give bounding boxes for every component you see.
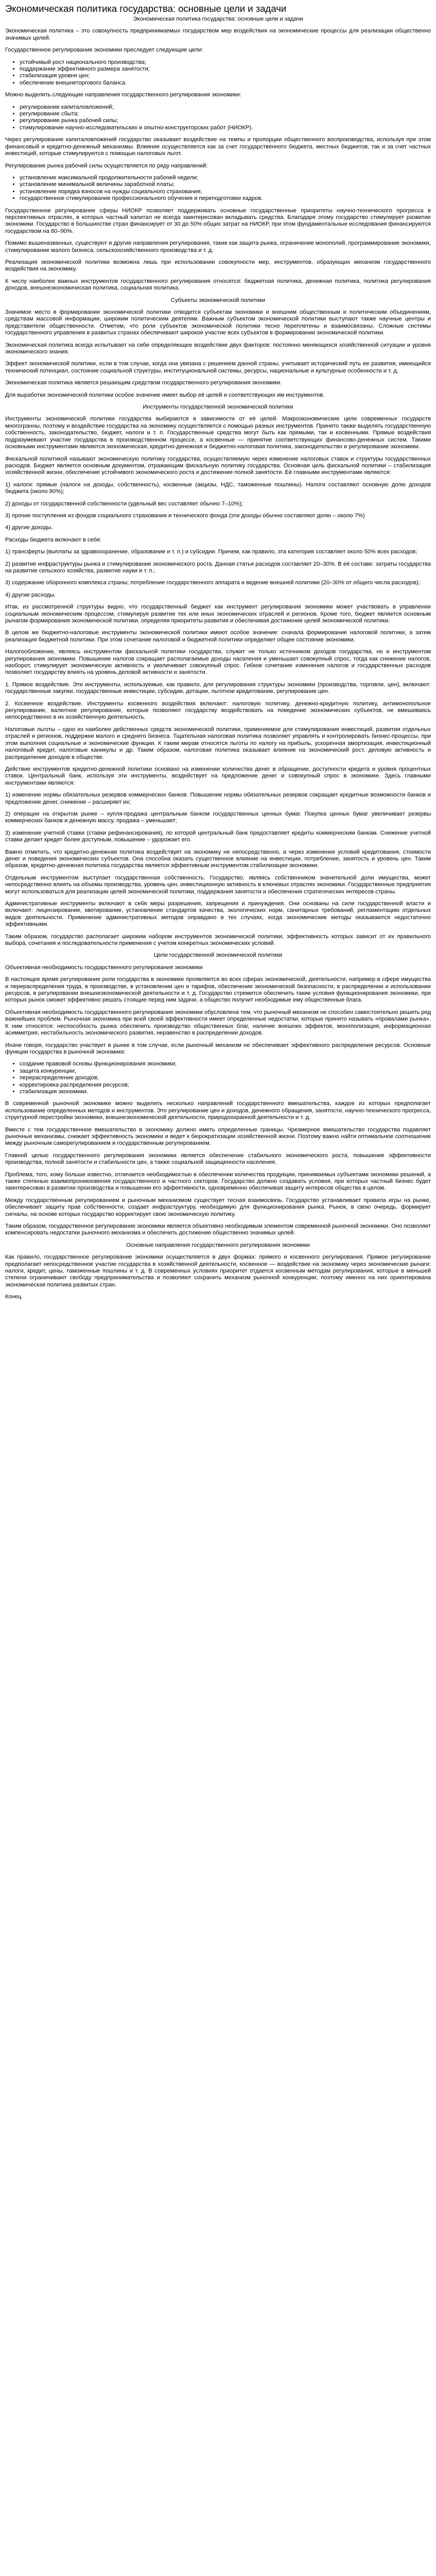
paragraph: Налогообложение, являясь инструментом фискальной политики государства, служит не только источником доходов государства, но и инструментом регулирования экономики. Повышение налогов сокращает располагаемые доходы населения и уменьшает совокупный спрос, тогда как снижение налогов, наоборот, стимулирует экономическую активность и увеличивает совокупный спрос. Гибкое сочетание изменения налогов и государственных расходов позволяет государству влиять на уровень деловой активности и занятости.: [5, 649, 431, 676]
paragraph: Итак, из рассмотренной структуры видно, что государственный бюджет как инструмент регулирования экономики может участвовать в управлении социальным экономическим процессом, стимулируя развитие тех или иных экономических отраслей и регионов. Кроме того, бюджет является основным рычагом формирования экономической политики, определяя приоритеты развития и обеспечивая достижение целей экономической политики.: [5, 604, 431, 624]
paragraph: Налоговые льготы – одно из наиболее действенных средств экономической политики, применяемое для стимулирования инвестиций, развития отдельных отраслей и регионов, поддержки малого и среднего бизнеса. Тщательная налоговая политика позволяет управлять и контролировать бизнес-процессы, при этом выполняя социальные и экономические функции. К таким мерам относятся льготы по налогу на прибыль, ускоренная амортизация, инвестиционный налоговый кредит, налоговые каникулы и др. Таким образом, налоговая политика оказывает влияние на экономический рост, деловую активность и распределение доходов в обществе.: [5, 726, 431, 760]
list-item: • стабилизация уровня цен;: [20, 73, 431, 79]
bullet-list: [5, 1061, 431, 1095]
paragraph: 1) трансферты (выплаты за здравоохранение, образование и т. п.) и субсидии. Причем, как правило, эта категория составляет около 50% всех расходов;: [5, 549, 417, 555]
paragraph: 3) содержание оборонного комплекса страны; потребление государственного аппарата и ведение внешней политики (20–30% от общего числа расходов);: [5, 580, 420, 586]
paragraph: 4) другие доходы.: [5, 524, 53, 531]
list-item: • устойчивый рост национального производства;: [20, 59, 431, 66]
paragraph: 4) другие расходы.: [5, 591, 56, 598]
paragraph: В целом же бюджетно-налоговые инструменты экономической политики имеют особое значение: сначала формирование налоговой политики, а затем реализация бюджетной политики. При этом сочетание налоговой и бюджетной политики определяет общее состояние экономики.: [5, 630, 431, 643]
paragraph: Государственное регулирование экономики преследует следующие цели:: [5, 47, 203, 54]
paragraph: Можно выделить следующие направления государственного регулирования экономики:: [5, 92, 241, 98]
list-item: • регулирование капиталовложений;: [20, 104, 431, 111]
paragraph: 3) изменение учетной ставки (ставки рефинансирования), по которой центральный банк предоставляет кредиты коммерческим банкам. Снижение учетной ставки делает кредит более доступным, повышение – удорожает его.: [5, 829, 431, 843]
section-heading: Экономическая политика государства: основные цели и задачи: [133, 16, 303, 22]
paragraph: 1) налоги: прямые (налоги на доходы, собственность), косвенные (акцизы, НДС, таможенные пошлины). Налоги составляют основную долю доходов бюджета (около 80%);: [5, 481, 431, 495]
list-item: • защита конкуренции;: [20, 1068, 431, 1075]
paragraph: Значимое место в формировании экономической политики отводится субъектам экономики и внешним общественным и политическим объединениям, средствам массовой информации, широким политическим деятелям. Важным субъектом экономической политики выступают также научные центры и представители общественности. Отметим, что роли субъектов экономической политики тесно переплетены и взаимосвязаны. Сложные системы государственного управления в развитых странах обеспечивают широкое участие всех субъектов в формировании экономической политики.: [5, 309, 431, 336]
paragraph: Административные инструменты включают в себя меры разрешения, запрещения и принуждения. Они основаны на силе государственной власти и включают: лицензирование, квотирование, установление стандартов качества, экологических норм, санитарных требований, регламентацию отдельных видов деятельности. Применение административных методов оправдано в тех случаях, когда экономические методы оказываются недостаточно эффективными.: [5, 901, 431, 928]
paragraph: Таким образом, государство располагает широким набором инструментов экономической политики, эффективность которых зависит от их правильного выбора, сочетания и последовательности применения с учетом конкретных экономических условий.: [5, 933, 431, 947]
paragraph: Таким образом, государственное регулирование экономики является объективно необходимым элементом современной рыночной экономики. Оно позволяет компенсировать недостатки рыночного механизма и обеспечить достижение общественно значимых целей.: [5, 1223, 431, 1236]
section-heading: Цели государственной экономической политики: [153, 952, 283, 959]
paragraph: 2) операции на открытом рынке – купля-продажа центральным банком государственных ценных бумаг. Покупка ценных бумаг увеличивает резервы коммерческих банков и денежную массу, продажа – уменьшает;: [5, 810, 431, 824]
paragraph: Реализация экономической политики возможна лишь при использовании совокупности мер, инструментов, образующих механизм государственного воздействия на экономику.: [5, 259, 431, 273]
paragraph: Экономическая политика всегда испытывает на себе определяющее воздействие двух факторов: постоянно меняющихся хозяйственной ситуации и уровня экономического знания.: [5, 342, 431, 355]
section-heading: Субъекты экономической политики: [170, 297, 266, 303]
list-item: • установление порядка взносов на нужды социального страхования;: [20, 189, 431, 195]
paragraph: Как правило, государственное регулирование экономики осуществляется в двух формах: прямого и косвенного регулирования. Прямое регулирование предполагает непосредственное участие государства в хозяйственной деятельности, косвенное — воздействие на экономику через экономические рычаги: налоги, кредит, цены, таможенные пошлины и т. д. В современных условиях приоритет отдается косвенным методам регулирования, которые в меньшей степени ограничивают свободу предпринимательства и позволяют сохранить механизм рыночной конкуренции, поэтому именно на них ориентирована экономическая политика развитых стран.: [5, 1254, 431, 1288]
paragraph: Между государственным регулированием и рыночным механизмом существует тесная взаимосвязь. Государство устанавливает правила игры на рынке, обеспечивает защиту прав собственности, создает инфраструктуру, необходимую для функционирования рынка. Рынок, в свою очередь, формирует сигналы, на основе которых государство корректирует свою экономическую политику.: [5, 1197, 431, 1217]
paragraph: 2) развитие инфраструктуры рынка и стимулирование экономического роста. Данная статья расходов составляет 20–30%. В её составе: затраты государства на развитие сельского хозяйства, развитие науки и т. п.;: [5, 561, 431, 574]
paragraph: Важно отметить, что кредитно-денежная политика воздействует на экономику не непосредственно, а через изменение условий кредитования, стоимости денег и поведения экономических субъектов. Она способна оказать существенное влияние на инвестиции, потребление, занятость и уровень цен. Таким образом, кредитно-денежная политика государства является эффективным инструментом стабилизации экономики.: [5, 849, 431, 869]
paragraph: Регулирование рынка рабочей силы осуществляется по ряду направлений:: [5, 162, 208, 169]
section-heading: Основные направления государственного регулирования экономики: [126, 1242, 310, 1248]
paragraph: Помимо вышеназванных, существуют и другие направления регулирования, такие как защита рынка, ограничение монополий, программирование экономики, стимулирование малого бизнеса, сельскохозяйственного производства и т. д.: [5, 240, 431, 253]
paragraph: Главной целью государственного регулирования экономики является обеспечение стабильного экономического роста, повышение эффективности производства, полной занятости и стабильности цен, а также социальной защищенности населения.: [5, 1152, 431, 1166]
paragraph: Вместе с тем государственное вмешательство в экономику должно иметь определенные границы. Чрезмерное вмешательство государства подавляет рыночные механизмы, снижает эффективность экономики и ведет к бюрократизации хозяйственной жизни. Поэтому важно найти оптимальное соотношение между рыночным саморегулированием и государственным регулированием.: [5, 1126, 431, 1147]
list-item: • стимулирование научно-исследовательских и опытно-конструкторских работ (НИОКР).: [20, 125, 431, 131]
paragraph: Экономическая политика является решающим средством государственного регулирования экономики.: [5, 380, 282, 386]
paragraph: 1) изменение нормы обязательных резервов коммерческих банков. Повышение нормы обязательных резервов сокращает кредитные возможности банков и предложение денег, снижение – расширяет их;: [5, 792, 431, 805]
list-item: • стабилизация экономики.: [20, 1089, 431, 1095]
paragraph: Эффект экономической политики, если в том случае, когда она увязана с решением данной страны, учитывает исторический путь ее развития, имеющийся технический потенциал, состояние социальной структуры, институциональной системы, ресурсы, национальные и культурные особенности и т. д.: [5, 361, 431, 374]
bullet-list: [5, 59, 431, 87]
paragraph: Государственное регулирование сферы НИОКР позволяет поддерживать основные государственные приоритеты научно-технического прогресса в перспективных отраслях, в которых частный капитал не всегда заинтересован вкладывать средства. Благодаря этому государство стимулирует развитие экономики. Государство в большинстве стран финансирует от 30 до 50% общих затрат на НИОКР, при этом фундаментальные исследования финансируются государством на 80–90%.: [5, 207, 431, 234]
paragraph: Инструменты экономической политики государства выбираются в зависимости от её целей. Макроэкономические цели современных государств многогранны, поэтому и воздействие государства на экономику осуществляется с помощью разных инструментов. Принято также выделять государственную собственность, законодательство, бюджет, налоги и т. п. Государственные средства могут быть как прямыми, так и косвенными. Прямые воздействия подразумевают участие государства в производственном процессе, а косвенные — принятие соответствующих финансово-денежных систем. Такими основными инструментами являются экономическая, кредитно-денежная и бюджетно-налоговая политика, законодательство и регулирование экономики.: [5, 416, 431, 450]
paragraph: Объективная необходимость государственного регулирования экономики обусловлена тем, что рыночный механизм не способен самостоятельно решить ряд важнейших проблем. Рыночная экономика при всей своей эффективности имеет определенные недостатки, которые принято называть «провалами рынка». К ним относятся: неспособность рынка обеспечить производство общественных благ, наличие внешних эффектов, монополизация, информационная асимметрия, нестабильность экономического развития, неравенство в распределении доходов.: [5, 1009, 431, 1037]
paragraph: Конец: [5, 1294, 22, 1300]
paragraph: 1. Прямое воздействие. Эти инструменты, используемые, как правило, для регулирования структуры экономики (производства, торговли, цен), включают: государственные закупки, государственные инвестиции, субсидии, дотации, льготное кредитование, регулирование цен.: [5, 681, 431, 695]
bullet-list: [5, 104, 431, 132]
paragraph: Фискальной политикой называют экономическую политику государства, осуществляемую через изменение налоговых ставок и структуры государственных расходов. Бюджет является основным документом, отражающим фискальную политику государства. Основная цель фискальной политики – стабилизация хозяйственной жизни, обеспечение устойчивого экономического роста и достижение полной занятости. Её главными инструментами являются:: [5, 455, 431, 476]
paragraph: 2. Косвенное воздействие. Инструменты косвенного воздействия включают: налоговую политику, денежно-кредитную политику, антимонопольное регулирование, валютное регулирование, которые позволяют государству воздействовать на поведение экономических субъектов, не вмешиваясь непосредственно в их хозяйственную деятельность.: [5, 700, 431, 721]
paragraph: В настоящее время регулирование роли государства в экономике проявляется во всех сферах экономической, деятельности, например в сфере имущества и перераспределения труда, в производстве, в установлении цен и тарифов, обеспечении экономической безопасности, в распределении и использовании ресурсов, в регулировании внешнеэкономической деятельности и т. д. Государство стремится обеспечить такие условия функционирования экономики, при которых рынок сможет эффективно решать стоящие перед ним задачи, а общество получит необходимые ему общественные блага.: [5, 976, 431, 1004]
article-content: [5, 16, 431, 1301]
paragraph: Проблема, того, кому больше известно, отличается необходимостью в обеспечении количества продукции, принимаемых субъектами экономики решений, а также степенью взаимопроникновения государственного и частного секторов. Государство должно создавать условия, при которых частный бизнес будет заинтересован в развитии производства и повышении его эффективности, одновременно обеспечивая защиту интересов общества в целом.: [5, 1171, 431, 1192]
list-item: • поддержание эффективного размера занятости;: [20, 66, 431, 73]
list-item: • создание правовой основы функционирования экономики;: [20, 1061, 431, 1067]
paragraph: 3) прочие поступления из фондов социального страхования и технического фонда (эти доходы обычно составляют долю – около 7%): [5, 512, 365, 519]
paragraph: В современной рыночной экономике можно выделить несколько направлений государственного вмешательства, каждое из которых предполагает использование определенных методов и инструментов. Это регулирование цен и доходов, денежного обращения, занятости, научно-технического прогресса, структурной перестройки экономики, внешнеэкономической деятельности, природоохранной деятельности и т. д.: [5, 1100, 431, 1121]
list-item: • установление минимальной величины заработной платы;: [20, 181, 431, 188]
list-item: • обеспечение внешнеторгового баланса.: [20, 80, 431, 87]
list-item: • государственное стимулирование профессионального обучения и переподготовки кадров.: [20, 195, 431, 202]
paragraph: Экономическая политика – это совокупность предпринимаемых государством мер воздействия на экономические процессы для реализации общественно значимых целей.: [5, 28, 431, 41]
paragraph: Отдельным инструментом выступает государственная собственность. Государство, являясь собственником значительной доли имущества, может непосредственно влиять на объемы производства, уровень цен, инвестиционную активность в ключевых отраслях экономики. Государственные предприятия могут использоваться для реализации целей экономической политики, поддержания занятости и обеспечения стратегических интересов страны.: [5, 874, 431, 895]
paragraph: Через регулирование капиталовложений государство оказывает воздействие на темпы и пропорции общественного воспроизводства, используя при этом финансовый и кредитно-денежный механизмы. Влияние осуществляется как за счет государственного бюджета, местных бюджетов, так и за счет частных инвестиций, которые стимулируются с помощью налоговых льгот.: [5, 137, 431, 157]
paragraph: К числу наиболее важных инструментов государственного регулирования относятся: бюджетная политика, денежная политика, политика регулирования доходов, внешнеэкономическая политика, социальная политика.: [5, 278, 431, 292]
list-item: • перераспределение доходов;: [20, 1075, 431, 1081]
page-title: Экономическая политика государства: основные цели и задачи: [5, 3, 287, 14]
list-item: • регулирование рынка рабочей силы;: [20, 117, 431, 124]
paragraph: Иначе говоря, государство участвует в рынке в том случае, если рыночный механизм не обеспечивает эффективного распределения ресурсов. Основные функции государства в рыночной экономике:: [5, 1042, 431, 1055]
paragraph: Расходы бюджета включают в себя:: [5, 536, 101, 543]
list-item: • корректировка распределения ресурсов;: [20, 1082, 431, 1089]
paragraph: Для выработки экономической политики особое значение имеет выбор её целей и соответствующих им инструментов.: [5, 392, 325, 398]
paragraph: Действие инструментов кредитно-денежной политики основано на изменении количества денег в обращении, доступности кредита и уровня процентных ставок. Центральный банк, используя эти инструменты, воздействует на предложение денег и совокупный спрос в экономике. Здесь главными инструментами являются:: [5, 766, 431, 786]
bullet-list: [5, 175, 431, 202]
paragraph: 2) доходы от государственной собственности (удельный вес составляет обычно 7–10%);: [5, 500, 243, 507]
paragraph: Объективная необходимость государственного регулирования экономики: [5, 964, 203, 971]
list-item: • установление максимальной продолжительности рабочей недели;: [20, 175, 431, 181]
section-heading: Инструменты государственной экономической политики: [143, 404, 293, 411]
list-item: • регулирование сбыта;: [20, 111, 431, 117]
